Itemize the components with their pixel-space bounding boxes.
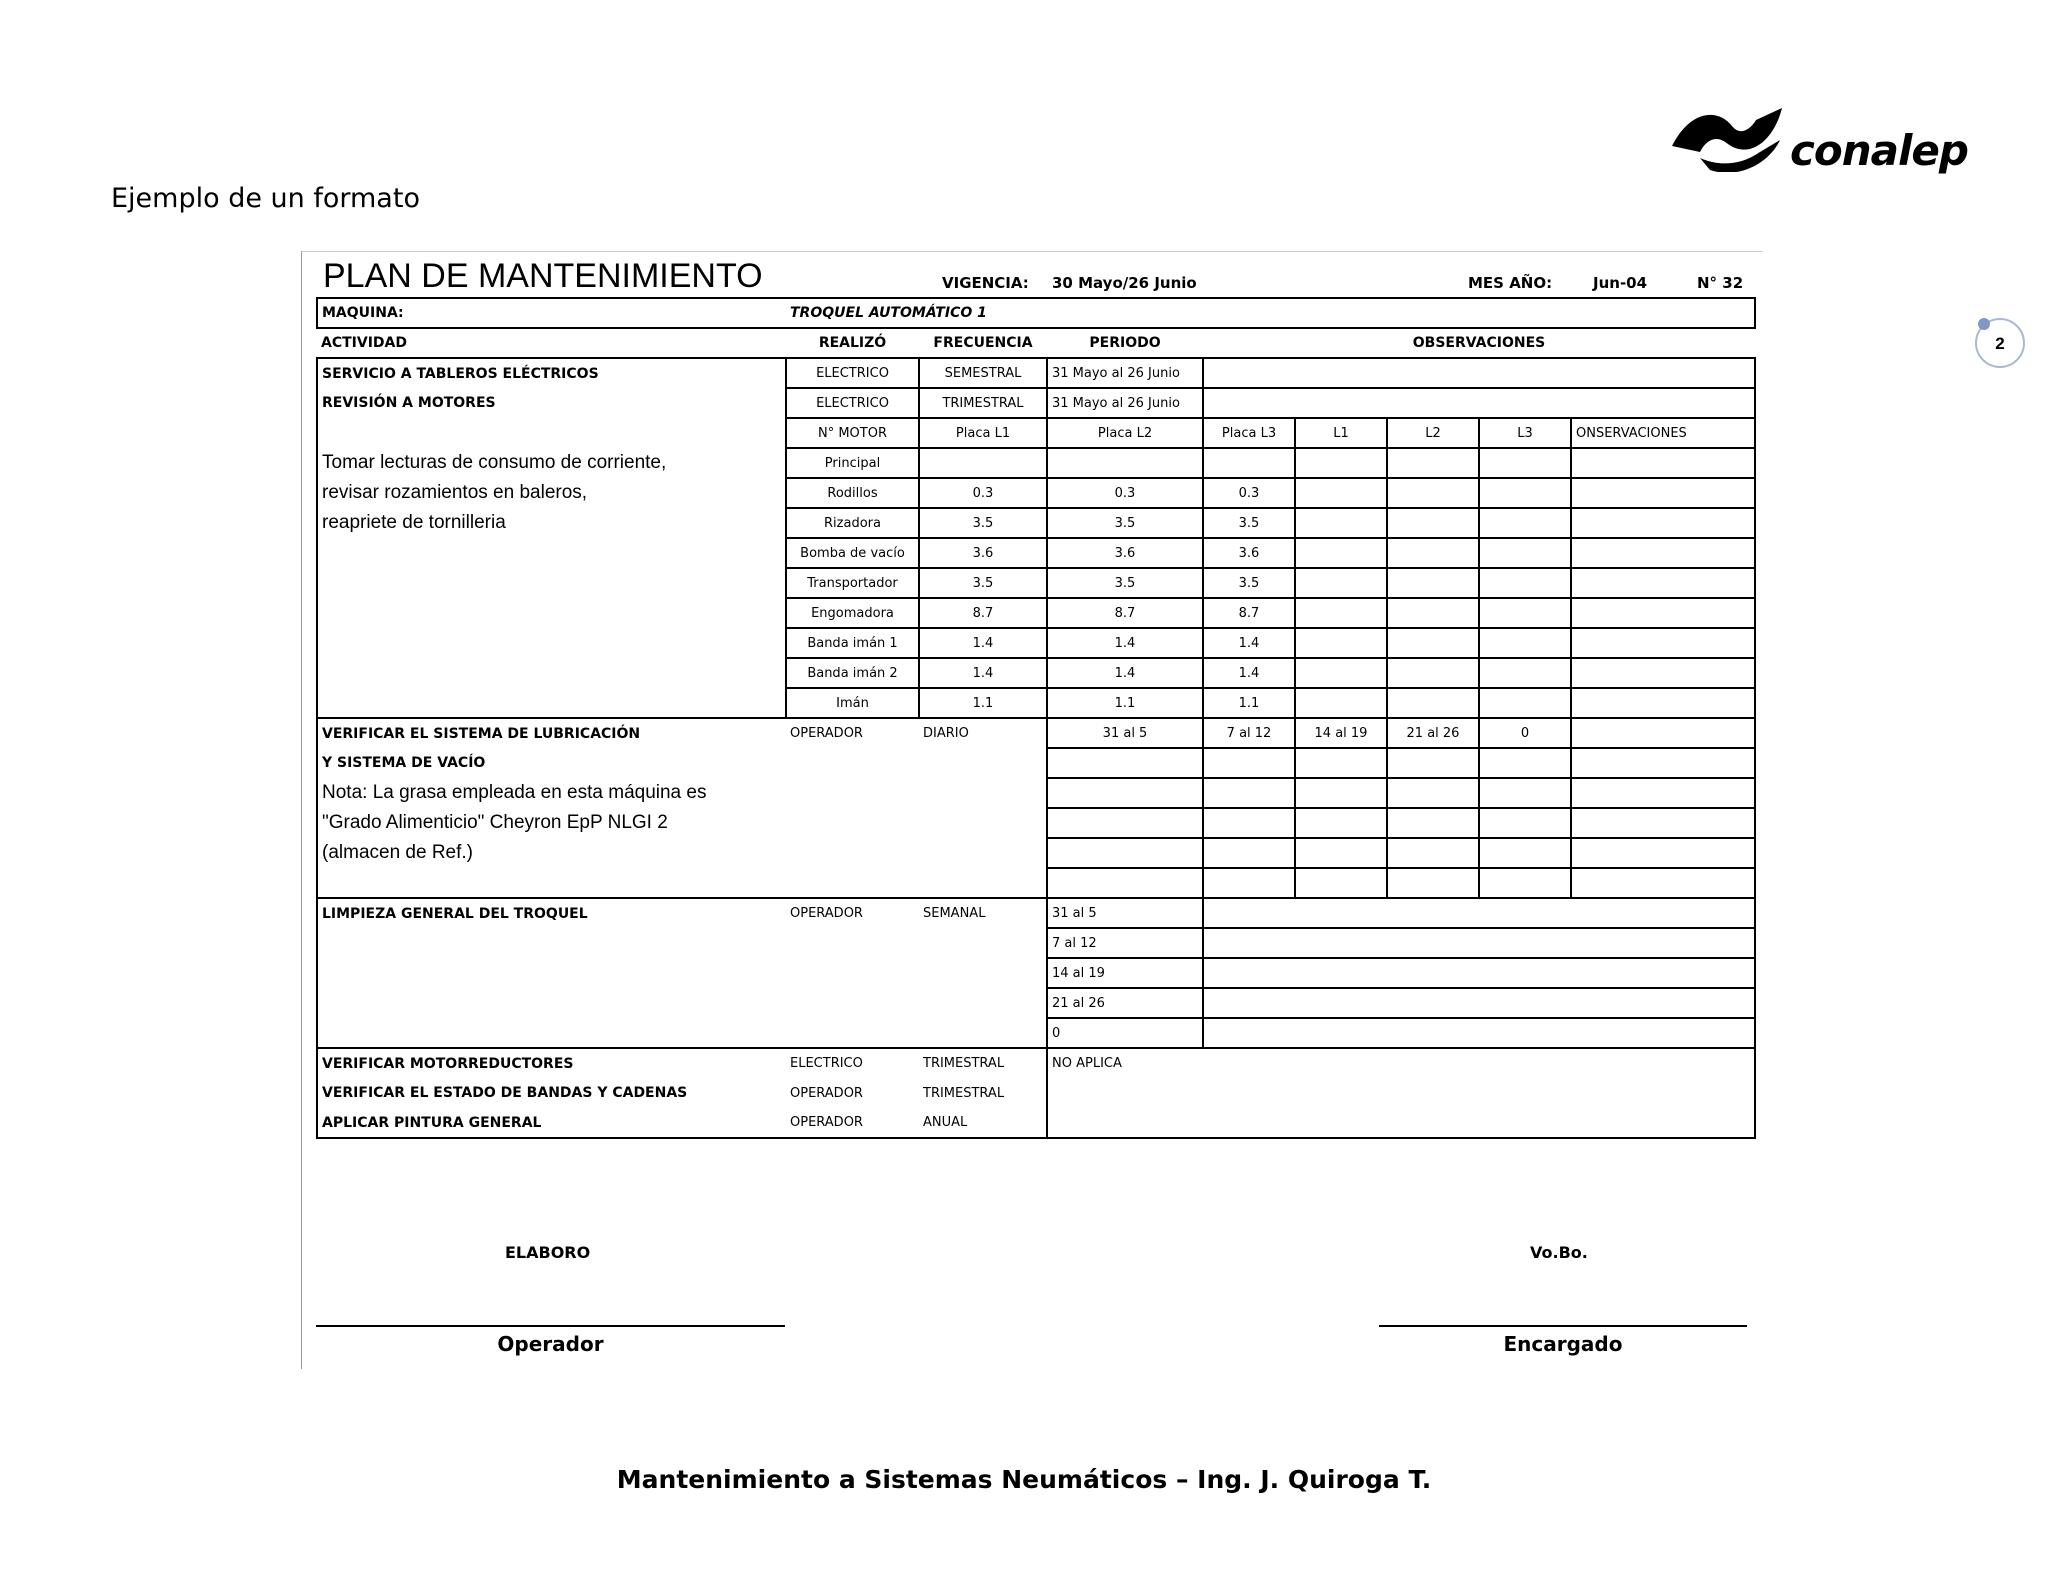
motorreductores-row [317,1048,1755,1078]
motor-l3 [1479,628,1571,658]
motor-observaciones [1571,658,1755,688]
motor-placa-l3: 3.6 [1203,538,1295,568]
motor-placa-l1: 3.5 [919,508,1047,538]
motor-observaciones [1571,688,1755,718]
lubricacion-period: 21 al 26 [1387,718,1479,748]
motor-l1 [1295,538,1387,568]
motor-observaciones [1571,598,1755,628]
motor-placa-l1: 8.7 [919,598,1047,628]
limpieza-row [317,928,1755,958]
motor-observaciones [1571,538,1755,568]
motor-observaciones [1571,478,1755,508]
motor-row [317,658,1755,688]
motor-placa-l3: 3.5 [1203,508,1295,538]
motor-name: Transportador [786,568,919,598]
lubricacion-row [317,808,1755,838]
header-periodo: PERIODO [1089,335,1161,351]
conalep-logo [1670,100,1968,180]
motor-placa-l1: 0.3 [919,478,1047,508]
revision-row [317,388,1755,418]
lubricacion-row [317,748,1755,778]
motor-row [317,508,1755,538]
motor-note-spacer [317,628,786,658]
header-realizo: REALIZÓ [818,335,887,351]
pintura-realizo: OPERADOR [786,1108,919,1138]
mes-ano-value: Jun-04 [1593,274,1648,292]
motor-placa-l2: 8.7 [1047,598,1203,628]
bandas-row [317,1078,1755,1108]
limpieza-row [317,988,1755,1018]
limpieza-period: 31 al 5 [1047,898,1203,928]
maquina-row [317,298,1755,328]
motor-row [317,448,1755,478]
lubricacion-row [317,778,1755,808]
revision-observaciones [1203,388,1755,418]
pintura-actividad: APLICAR PINTURA GENERAL [317,1108,786,1138]
motor-row [317,598,1755,628]
motor-placa-l1: 1.4 [919,628,1047,658]
motor-l2 [1387,538,1479,568]
servicio-row [317,358,1755,388]
lubricacion-row [317,718,1755,748]
encargado-label: Encargado [1503,1332,1623,1356]
limpieza-actividad: LIMPIEZA GENERAL DEL TROQUEL [317,898,786,928]
motor-placa-l1: 1.1 [919,688,1047,718]
pintura-row [317,1108,1755,1138]
conalep-emblem-icon [1670,100,1790,172]
revision-periodo: 31 Mayo al 26 Junio [1047,388,1203,418]
motor-name: Banda imán 2 [786,658,919,688]
motor-note-2: revisar rozamientos en baleros, [317,478,786,508]
header-frecuencia: FRECUENCIA [933,335,1033,351]
motor-l1 [1295,658,1387,688]
vigencia-label: VIGENCIA: [942,274,1029,292]
motor-l1 [1295,478,1387,508]
column-header-row [317,328,1755,358]
motor-header-l2: L2 [1387,418,1479,448]
header-actividad: ACTIVIDAD [321,335,407,351]
motor-row [317,538,1755,568]
motor-name: Engomadora [786,598,919,628]
motor-l2 [1387,448,1479,478]
lubricacion-frecuencia: DIARIO [919,718,1047,748]
motor-placa-l2: 1.4 [1047,658,1203,688]
maquina-label: MAQUINA: [317,298,786,328]
lubricacion-note-2: "Grado Alimenticio" Cheyron EpP NLGI 2 [317,808,786,838]
motor-placa-l3: 0.3 [1203,478,1295,508]
motor-name: Principal [786,448,919,478]
vigencia-value: 30 Mayo/26 Junio [1052,274,1197,292]
limpieza-period: 0 [1047,1018,1203,1048]
motor-l3 [1479,688,1571,718]
motor-note-spacer [317,658,786,688]
lubricacion-note-3: (almacen de Ref.) [317,838,786,868]
servicio-frecuencia: SEMESTRAL [919,358,1047,388]
motor-placa-l2: 1.1 [1047,688,1203,718]
motor-row [317,688,1755,718]
motor-header-l3: L3 [1479,418,1571,448]
motor-placa-l1 [919,448,1047,478]
motor-row [317,628,1755,658]
lubricacion-period: 0 [1479,718,1571,748]
maintenance-plan-table [316,297,1756,1139]
lubricacion-period: 7 al 12 [1203,718,1295,748]
motor-l3 [1479,568,1571,598]
motor-l1 [1295,688,1387,718]
motor-l2 [1387,688,1479,718]
encargado-signature-line [1379,1325,1747,1327]
motor-l2 [1387,508,1479,538]
lubricacion-row [317,868,1755,898]
motorreductores-frecuencia: TRIMESTRAL [919,1048,1047,1078]
motor-placa-l2 [1047,448,1203,478]
motor-header-nmotor: N° MOTOR [786,418,919,448]
motorreductores-actividad: VERIFICAR MOTORREDUCTORES [317,1048,786,1078]
revision-frecuencia: TRIMESTRAL [919,388,1047,418]
motor-header-row [317,418,1755,448]
limpieza-row [317,958,1755,988]
servicio-observaciones [1203,358,1755,388]
motor-note-3: reapriete de tornilleria [317,508,786,538]
form-number: N° 32 [1697,274,1744,292]
motor-placa-l2: 3.5 [1047,508,1203,538]
motor-l3 [1479,538,1571,568]
motor-l3 [1479,448,1571,478]
bandas-realizo: OPERADOR [790,1085,863,1101]
motor-l1 [1295,508,1387,538]
motor-header-placa-l3: Placa L3 [1203,418,1295,448]
motor-l1 [1295,598,1387,628]
motorreductores-realizo: ELECTRICO [790,1056,863,1071]
motor-note-spacer [317,598,786,628]
motor-note-spacer [317,688,786,718]
limpieza-row [317,898,1755,928]
motor-placa-l1: 3.6 [919,538,1047,568]
maquina-value: TROQUEL AUTOMÁTICO 1 [786,298,1755,328]
motor-placa-l3 [1203,448,1295,478]
motor-header-spacer [317,418,786,448]
lubricacion-realizo: OPERADOR [790,726,863,741]
motor-placa-l1: 3.5 [919,568,1047,598]
motor-placa-l2: 3.6 [1047,538,1203,568]
motor-note-1: Tomar lecturas de consumo de corriente, [317,448,786,478]
limpieza-frecuencia: SEMANAL [919,898,1047,928]
motor-l2 [1387,628,1479,658]
page-number-badge: 2 [1975,318,2025,368]
lubricacion-period: 31 al 5 [1047,718,1203,748]
revision-realizo: ELECTRICO [786,388,919,418]
motor-l1 [1295,448,1387,478]
motor-header-l1: L1 [1295,418,1387,448]
motor-placa-l3: 1.1 [1203,688,1295,718]
motor-placa-l2: 1.4 [1047,628,1203,658]
motor-header-observaciones: ONSERVACIONES [1571,418,1755,448]
motor-row [317,478,1755,508]
motor-l3 [1479,508,1571,538]
lubricacion-actividad-2: Y SISTEMA DE VACÍO [317,748,786,778]
operador-signature-line [316,1325,785,1327]
bandas-actividad: VERIFICAR EL ESTADO DE BANDAS Y CADENAS [317,1078,786,1108]
elaboro-label: ELABORO [505,1243,591,1262]
motor-placa-l3: 8.7 [1203,598,1295,628]
motor-name: Rizadora [786,508,919,538]
motor-name: Banda imán 1 [786,628,919,658]
conalep-wordmark: conalep [1790,126,1968,175]
motor-l2 [1387,478,1479,508]
revision-actividad: REVISIÓN A MOTORES [317,388,786,418]
motor-placa-l1: 1.4 [919,658,1047,688]
lubricacion-actividad: VERIFICAR EL SISTEMA DE LUBRICACIÓN [317,718,786,748]
limpieza-row [317,1018,1755,1048]
motor-observaciones [1571,448,1755,478]
motor-name: Imán [786,688,919,718]
servicio-realizo: ELECTRICO [786,358,919,388]
page-marker-dot [1978,318,1990,330]
form-title: PLAN DE MANTENIMIENTO [323,257,763,295]
operador-label: Operador [497,1332,604,1356]
mes-ano-label: MES AÑO: [1468,274,1553,292]
motorreductores-periodo: NO APLICA [1047,1048,1755,1078]
lubricacion-period: 14 al 19 [1295,718,1387,748]
motor-note-spacer [317,538,786,568]
motor-observaciones [1571,508,1755,538]
lubricacion-note-1: Nota: La grasa empleada en esta máquina es [317,778,786,808]
motor-row [317,568,1755,598]
pintura-frecuencia: ANUAL [919,1108,1047,1138]
document-caption: Ejemplo de un formato [111,183,420,214]
vobo-label: Vo.Bo. [1530,1243,1588,1262]
motor-l2 [1387,658,1479,688]
motor-l3 [1479,658,1571,688]
motor-note-spacer [317,568,786,598]
motor-placa-l2: 0.3 [1047,478,1203,508]
motor-l1 [1295,568,1387,598]
limpieza-realizo: OPERADOR [790,906,863,921]
limpieza-period: 7 al 12 [1047,928,1203,958]
motor-placa-l3: 3.5 [1203,568,1295,598]
motor-placa-l3: 1.4 [1203,628,1295,658]
motor-observaciones [1571,568,1755,598]
servicio-periodo: 31 Mayo al 26 Junio [1047,358,1203,388]
page-footer: Mantenimiento a Sistemas Neumáticos – Ing. J. Quiroga T. [616,1465,1432,1494]
motor-name: Rodillos [786,478,919,508]
limpieza-observaciones [1203,898,1755,928]
motor-l3 [1479,598,1571,628]
bandas-frecuencia: TRIMESTRAL [919,1078,1047,1108]
limpieza-period: 21 al 26 [1047,988,1203,1018]
motor-observaciones [1571,628,1755,658]
servicio-actividad: SERVICIO A TABLEROS ELÉCTRICOS [317,358,786,388]
motor-placa-l2: 3.5 [1047,568,1203,598]
motor-header-placa-l1: Placa L1 [919,418,1047,448]
motor-name: Bomba de vacío [786,538,919,568]
motor-l2 [1387,568,1479,598]
motor-header-placa-l2: Placa L2 [1047,418,1203,448]
lubricacion-observaciones [1571,718,1755,748]
lubricacion-row [317,838,1755,868]
motor-placa-l3: 1.4 [1203,658,1295,688]
motor-l1 [1295,628,1387,658]
limpieza-period: 14 al 19 [1047,958,1203,988]
header-observaciones: OBSERVACIONES [1412,335,1546,351]
motor-l3 [1479,478,1571,508]
motor-l2 [1387,598,1479,628]
